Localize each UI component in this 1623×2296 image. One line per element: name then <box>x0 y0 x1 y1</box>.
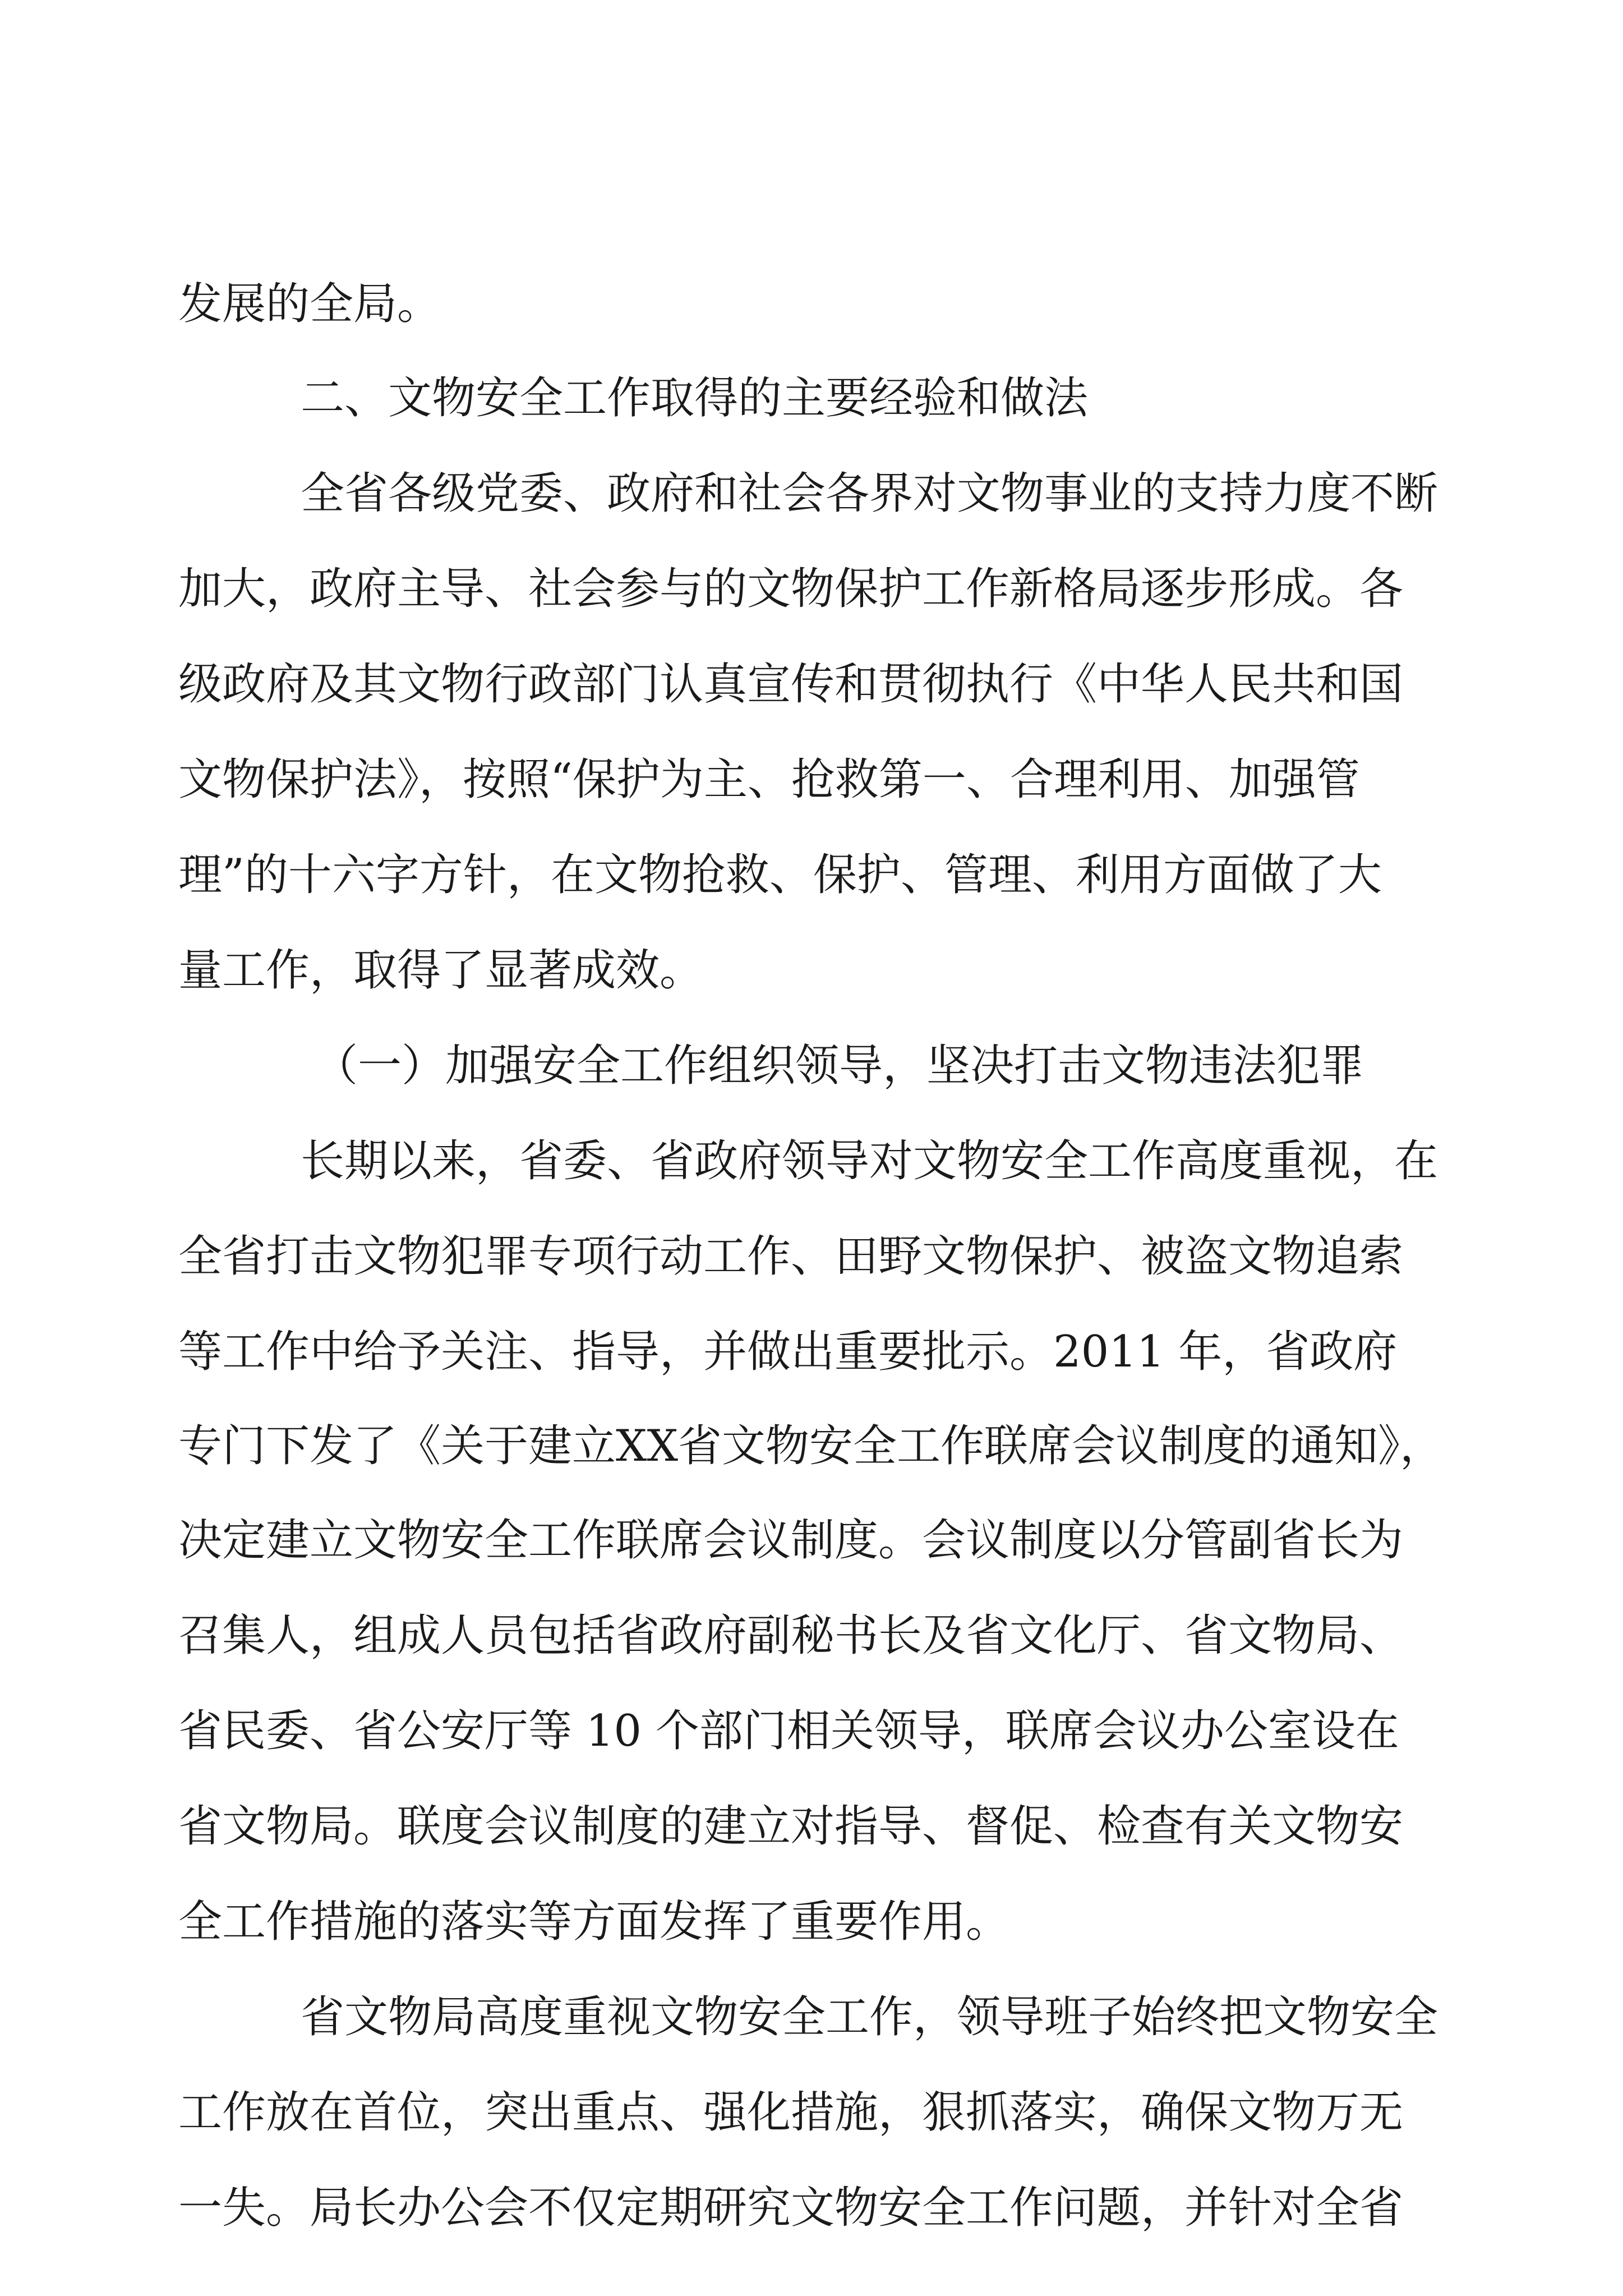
text-line: 省文物局。联度会议制度的建立对指导、督促、检查有关文物安 <box>178 1801 1404 1852</box>
text-line: 级政府及其文物行政部门认真宣传和贯彻执行《中华人民共和国 <box>178 659 1404 710</box>
text-line: 一失。局长办公会不仅定期研究文物安全工作问题，并针对全省 <box>178 2183 1404 2233</box>
text-line: 省文物局高度重视文物安全工作，领导班子始终把文物安全 <box>301 1992 1438 2042</box>
text-line: 工作放在首位，突出重点、强化措施，狠抓落实，确保文物万无 <box>178 2087 1404 2138</box>
subsection-heading: （一）加强安全工作组织领导，坚决打击文物违法犯罪 <box>314 1041 1364 1091</box>
text-line: 专门下发了《关于建立XX省文物安全工作联席会议制度的通知》， <box>178 1421 1444 1471</box>
text-line: 发展的全局。 <box>178 279 441 329</box>
text-line: 加大，政府主导、社会参与的文物保护工作新格局逐步形成。各 <box>178 564 1404 614</box>
text-line: 全省各级党委、政府和社会各界对文物事业的支持力度不断 <box>301 468 1438 519</box>
text-line: 决定建立文物安全工作联席会议制度。会议制度以分管副省长为 <box>178 1515 1404 1566</box>
text-line: 理”的十六字方针，在文物抢救、保护、管理、利用方面做了大 <box>178 850 1382 900</box>
text-line: 长期以来，省委、省政府领导对文物安全工作高度重视，在 <box>301 1136 1438 1186</box>
text-line: 全工作措施的落实等方面发挥了重要作用。 <box>178 1897 1010 1947</box>
text-line: 量工作，取得了显著成效。 <box>178 945 704 996</box>
section-heading: 二、文物安全工作取得的主要经验和做法 <box>301 373 1089 424</box>
text-line: 省民委、省公安厅等 10 个部门相关领导，联席会议办公室设在 <box>178 1706 1399 1756</box>
text-line: 召集人，组成人员包括省政府副秘书长及省文化厅、省文物局、 <box>178 1611 1404 1661</box>
text-line: 等工作中给予关注、指导，并做出重要批示。2011 年，省政府 <box>178 1327 1398 1377</box>
text-line: 文物保护法》，按照“保护为主、抢救第一、合理利用、加强管 <box>178 754 1360 805</box>
text-line: 全省打击文物犯罪专项行动工作、田野文物保护、被盗文物追索 <box>178 1231 1404 1282</box>
